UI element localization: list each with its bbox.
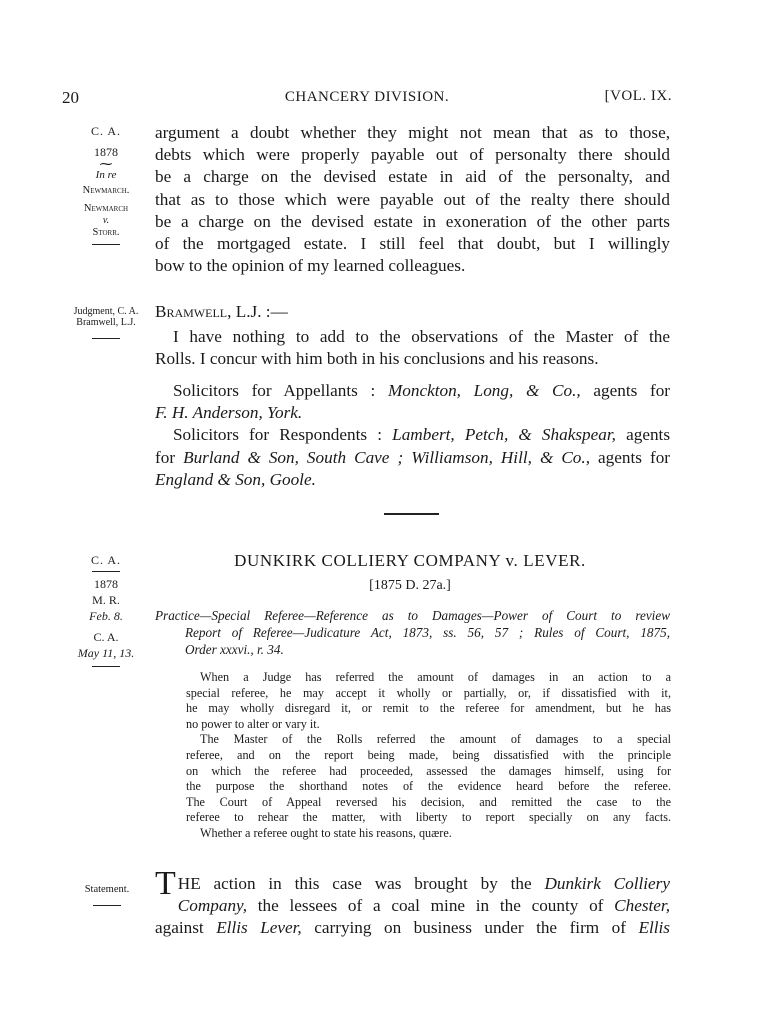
catchword-line: Practice—Special Referee—Reference as to Damages—Power of Court to review xyxy=(155,608,670,623)
dropcap: T xyxy=(155,865,176,902)
headnote-line: no power to alter or vary it. xyxy=(186,716,320,731)
case-title: DUNKIRK COLLIERY COMPANY v. LEVER. xyxy=(234,551,586,570)
respondents-agents: for Burland & Son, South Cave ; Williamson, Hill, & Co., agents for xyxy=(155,447,671,467)
respondents-agent-3: England & Son, Goole. xyxy=(155,469,316,489)
solicitors-block xyxy=(155,380,670,491)
judgment-judge: Bramwell, L.J. xyxy=(76,317,136,328)
margin-case-line1: In re xyxy=(95,169,117,181)
headnote-line: The Master of the Rolls referred the amount of damages to a special xyxy=(200,732,671,747)
paragraph-2 xyxy=(155,326,670,370)
margin-note-statement xyxy=(62,882,152,906)
judge-heading xyxy=(155,301,670,323)
margin-rule xyxy=(92,338,120,339)
margin-case-ca: C. A. xyxy=(93,630,119,644)
case-citation: [1875 D. 27a.] xyxy=(369,578,451,593)
text-line: that as to those which were payable out of the realty there should xyxy=(155,189,670,209)
text-line: of the mortgaged estate. I still feel that doubt, but I willingly xyxy=(155,234,670,254)
margin-note-case xyxy=(60,552,152,667)
margin-case-line2: Newmarch. xyxy=(82,185,130,196)
text-line: Rolls. I concur with him both in his conclusions and his reasons. xyxy=(155,349,599,369)
statement-paragraph xyxy=(155,865,671,940)
statement-line-1: THE action in this case was brought by the Dunkirk Colliery xyxy=(155,865,670,902)
headnote-line: special referee, he may accept it wholly or partially, or, if dissatisfied with it, xyxy=(186,685,671,700)
solicitors-appellants: Solicitors for Appellants : Monckton, Long, & Co., agents for xyxy=(173,381,671,400)
text-line: bow to the opinion of my learned colleagues. xyxy=(155,256,466,276)
volume-label: [VOL. IX. xyxy=(604,88,672,104)
headnote-line: Whether a referee ought to state his reasons, quære. xyxy=(200,825,452,840)
text-line: I have nothing to add to the observations of the Master of the xyxy=(173,327,670,346)
statement-line-3: against Ellis Lever, carrying on business under the firm of Ellis xyxy=(155,918,670,938)
margin-case-mr: M. R. xyxy=(92,593,120,607)
margin-case-may: May 11, 13. xyxy=(77,646,135,660)
headnote-line: he may wholly disregard it, or remit to the referee for amendment, but he has xyxy=(186,701,671,716)
statement-line-2: Company, the lessees of a coal mine in the county of Chester, xyxy=(177,896,671,916)
headnote-line: When a Judge has referred the amount of damages in an action to a xyxy=(200,670,671,684)
appellants-agent: F. H. Anderson, York. xyxy=(155,403,303,423)
headnote-line: The Court of Appeal reversed his decision, and remitted the case to the xyxy=(186,794,671,809)
text-line: argument a doubt whether they might not mean that as to those, xyxy=(155,123,670,142)
margin-rule xyxy=(92,666,120,667)
text-line: be a charge on the devised estate in exoneration of the other parts xyxy=(155,211,670,231)
margin-rule xyxy=(93,905,121,906)
section-separator xyxy=(384,513,439,515)
paragraph-1 xyxy=(155,122,670,277)
margin-case-feb: Feb. 8. xyxy=(89,609,123,623)
margin-rule xyxy=(92,571,120,572)
headnote xyxy=(186,670,671,842)
tilde-mark: ⁓ xyxy=(99,156,113,171)
margin-case-line5: Storr. xyxy=(92,227,120,238)
catchword-line: Order xxxvi., r. 34. xyxy=(185,642,284,657)
margin-rule xyxy=(92,244,120,245)
text-line: debts which were properly payable out of personalty there should xyxy=(155,145,670,165)
page-number: 20 xyxy=(62,88,79,107)
headnote-line: the purpose the shorthand notes of the evidence heard before the referee. xyxy=(186,779,671,794)
margin-court: C. A. xyxy=(90,124,121,138)
solicitors-respondents: Solicitors for Respondents : Lambert, Petch, & Shakspear, agents xyxy=(173,425,671,445)
margin-case-line4: v. xyxy=(102,215,110,226)
judgment-label: Judgment, C. A. xyxy=(73,306,139,317)
margin-note-judgment xyxy=(58,306,154,339)
headnote-line: on which the referee had proceeded, assessed the damages himself, using for xyxy=(186,763,671,778)
margin-case-court: C. A. xyxy=(90,553,121,567)
headnote-line: referee, and on the report being made, being dissatisfied with the principle xyxy=(186,747,671,762)
headnote-line: referee to rehear the matter, with liberty to report specially on any facts. xyxy=(186,810,671,825)
margin-case-year: 1878 xyxy=(94,577,118,591)
running-title: CHANCERY DIVISION. xyxy=(284,89,450,105)
judge-name: Bramwell, L.J. :— xyxy=(155,302,288,321)
margin-case-line3: Newmarch xyxy=(83,203,129,214)
margin-note-top xyxy=(60,124,152,245)
margin-year: 1878 xyxy=(94,145,118,159)
running-header xyxy=(62,88,672,108)
catchword-line: Report of Referee—Judicature Act, 1873, ss. 56, 57 ; Rules of Court, 1875, xyxy=(185,625,670,640)
text-line: be a charge on the devised estate in aid of the personalty, and xyxy=(155,167,670,187)
headnote-catchwords xyxy=(155,607,670,658)
statement-label: Statement. xyxy=(84,884,130,895)
